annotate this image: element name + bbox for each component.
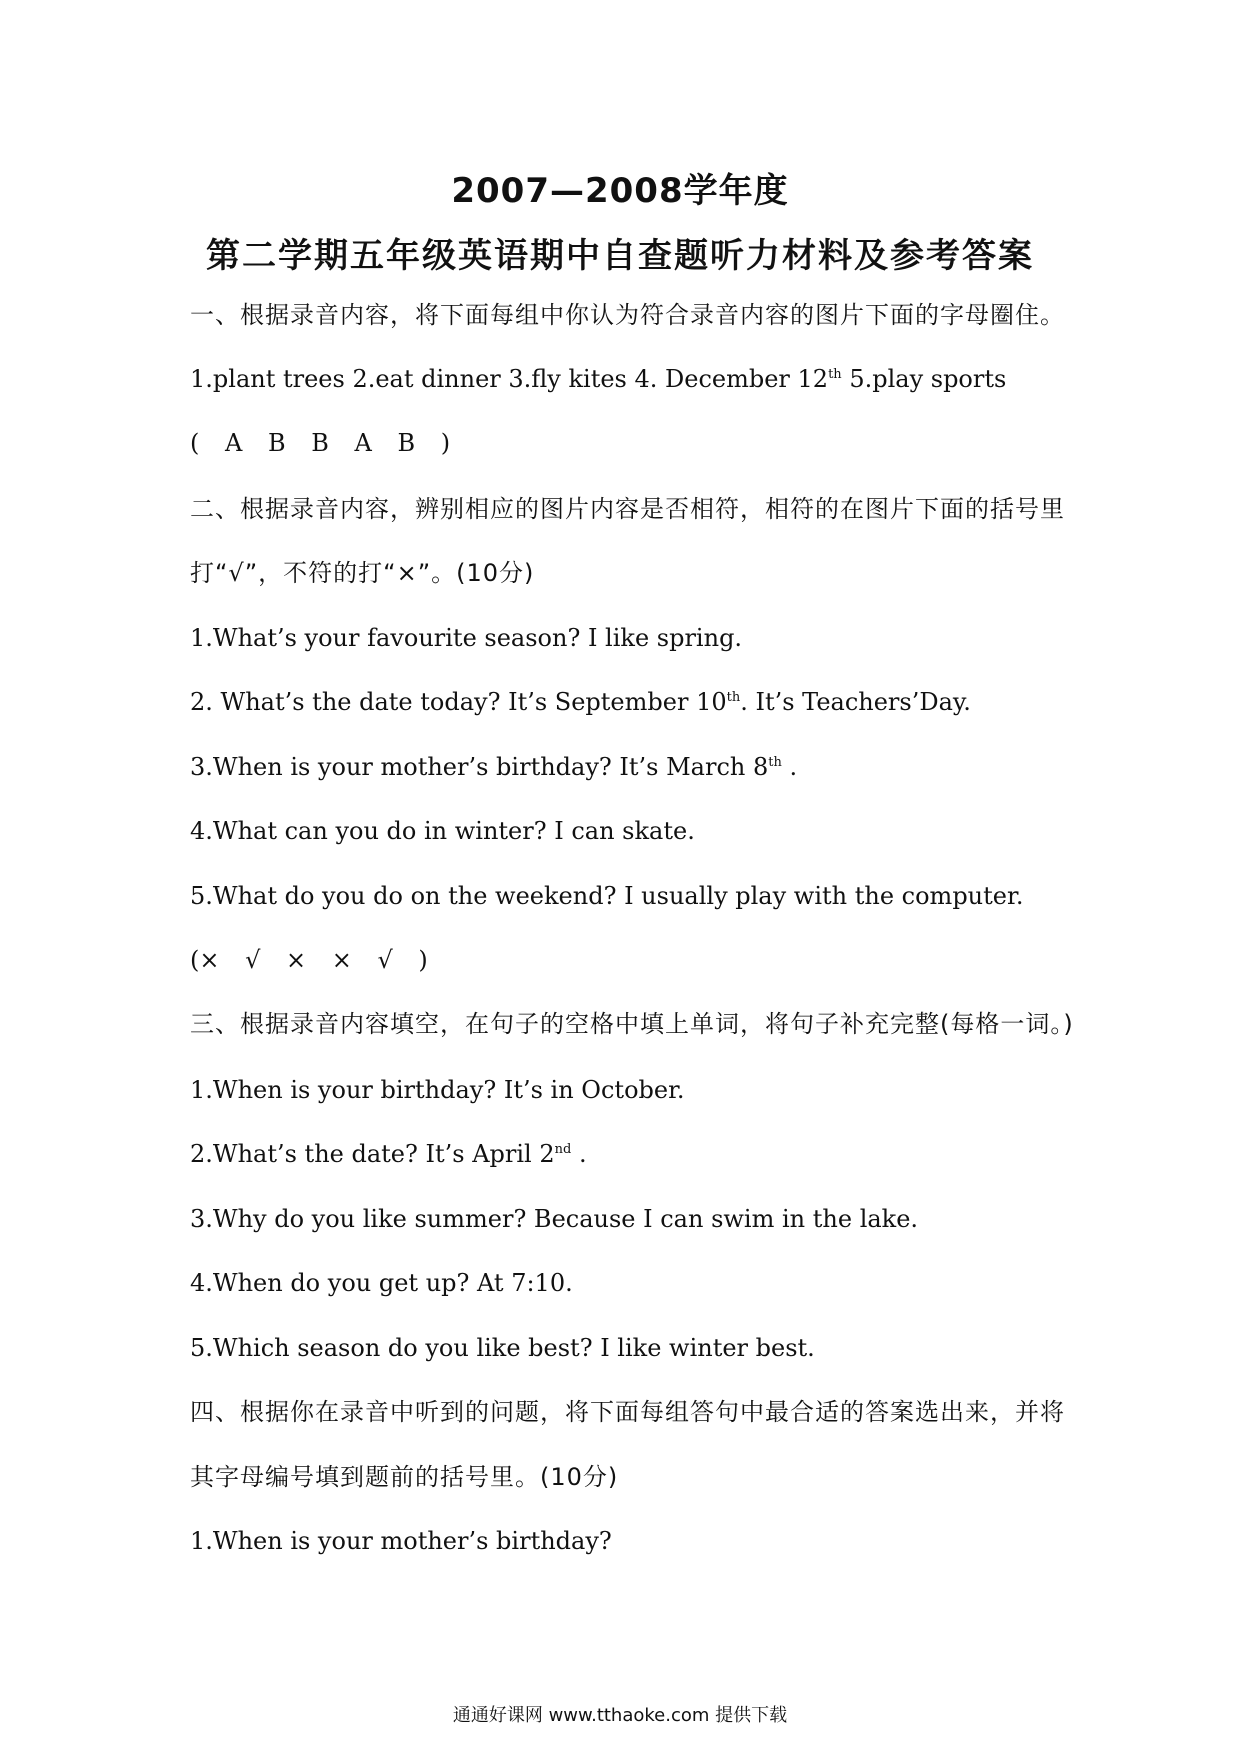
section3-question-1: 1.When is your birthday? It’s in October. xyxy=(190,1076,685,1104)
section2-question-5: 5.What do you do on the weekend? I usually play with the computer. xyxy=(190,882,1024,910)
section2-question-2-text-b: . It’s Teachers’Day. xyxy=(740,688,971,716)
title-line-2: 第二学期五年级英语期中自查题听力材料及参考答案 xyxy=(206,236,1034,276)
section3-question-4: 4.When do you get up? At 7:10. xyxy=(190,1269,573,1297)
section4-heading-line2: 其字母编号填到题前的括号里。(10分) xyxy=(190,1463,619,1491)
section1-items-text: 1.plant trees 2.eat dinner 3.fly kites 4. December 12 xyxy=(190,365,829,393)
section3-question-3: 3.Why do you like summer? Because I can swim in the lake. xyxy=(190,1205,919,1233)
title-line-1: 2007—2008学年度 xyxy=(451,171,789,211)
section2-question-2 xyxy=(190,686,1070,718)
section2-question-4: 4.What can you do in winter? I can skate. xyxy=(190,817,695,845)
footer-watermark: 通通好课网 www.tthaoke.com 提供下载 xyxy=(452,1705,788,1726)
section2-question-3-sup: th xyxy=(768,755,782,770)
section3-question-2-text-b: . xyxy=(571,1140,587,1168)
section2-heading-line2: 打“√”，不符的打“×”。(10分) xyxy=(190,559,535,587)
section1-heading: 一、根据录音内容，将下面每组中你认为符合录音内容的图片下面的字母圈住。 xyxy=(190,301,1065,329)
section1-items-sup: th xyxy=(828,367,842,382)
section4-question-1: 1.When is your mother’s birthday? xyxy=(190,1527,612,1555)
section3-heading: 三、根据录音内容填空，在句子的空格中填上单词，将句子补充完整(每格一词。) xyxy=(190,1010,1074,1038)
section2-question-3 xyxy=(190,751,1070,783)
section2-heading-line1: 二、根据录音内容，辨别相应的图片内容是否相符，相符的在图片下面的括号里 xyxy=(190,495,1065,523)
section3-question-2 xyxy=(190,1138,1070,1170)
section1-answers: ( A B B A B ) xyxy=(190,429,451,457)
section2-question-3-text-b: . xyxy=(781,753,798,781)
section2-question-3-text: 3.When is your mother’s birthday? It’s March 8 xyxy=(190,753,769,781)
section2-question-2-text: 2. What’s the date today? It’s September 10 xyxy=(190,688,727,716)
section2-question-1: 1.What’s your favourite season? I like spring. xyxy=(190,624,743,652)
section3-question-2-sup: nd xyxy=(554,1142,572,1157)
section1-items xyxy=(190,363,1070,395)
section1-items-text-b: 5.play sports xyxy=(841,365,1007,393)
section3-question-5: 5.Which season do you like best? I like winter best. xyxy=(190,1334,815,1362)
section4-heading-line1: 四、根据你在录音中听到的问题，将下面每组答句中最合适的答案选出来，并将 xyxy=(190,1398,1065,1426)
section2-question-2-sup: th xyxy=(726,690,741,705)
section2-answers: (× √ × × √ ) xyxy=(190,946,428,974)
section3-question-2-text: 2.What’s the date? It’s April 2 xyxy=(190,1140,555,1168)
